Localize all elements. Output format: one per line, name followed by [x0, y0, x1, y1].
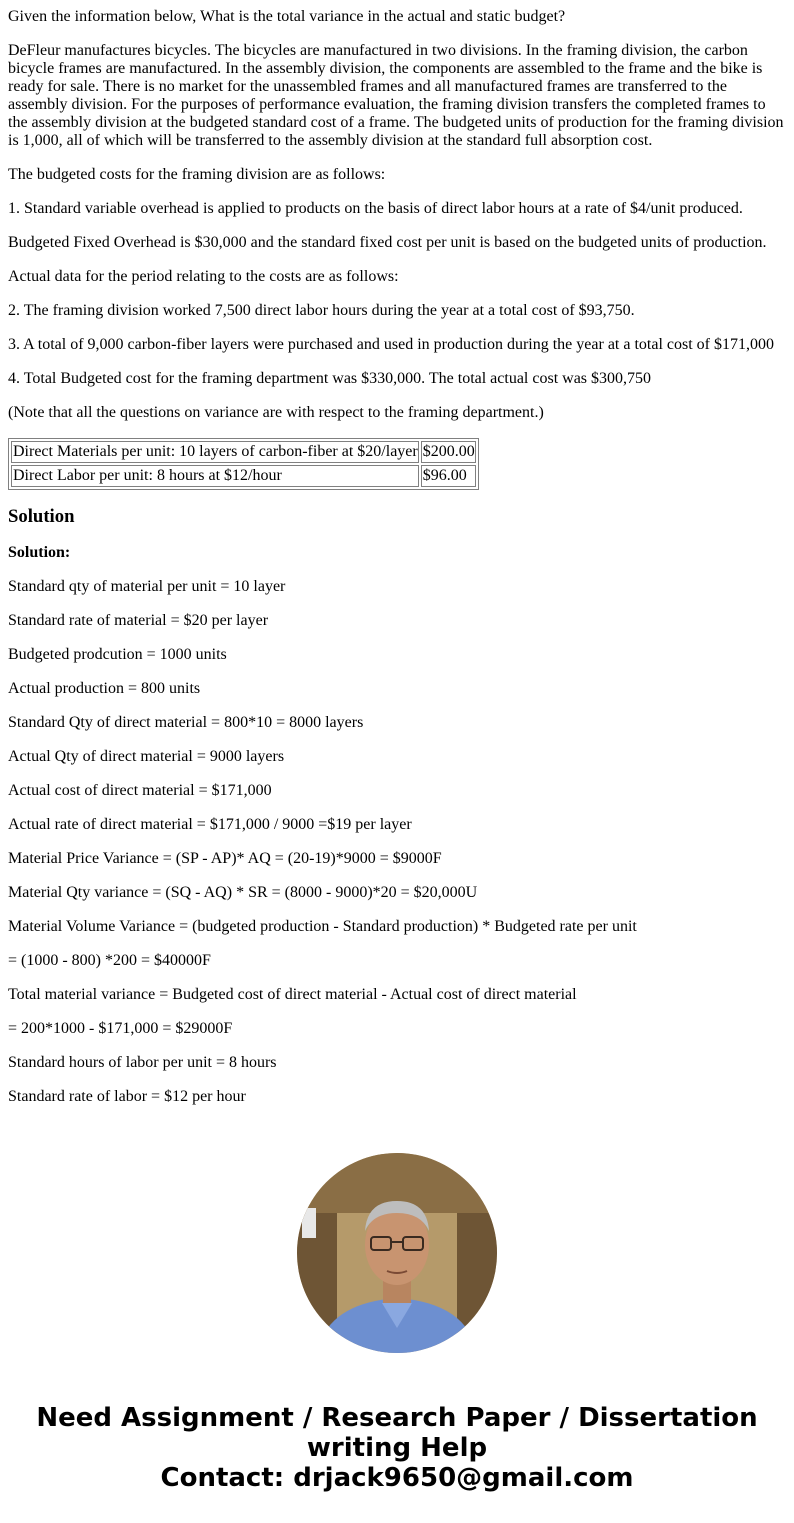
question-paragraph: 1. Standard variable overhead is applied to products on the basis of direct labor hours at a rate of $4/unit produced. — [8, 200, 743, 217]
solution-line: Standard Qty of direct material = 800*10 = 8000 layers — [8, 714, 364, 731]
question-paragraph: Budgeted Fixed Overhead is $30,000 and the standard fixed cost per unit is based on the budgeted units of production. — [8, 234, 767, 251]
banner-line: Need Assignment / Research Paper / Dissertation — [36, 1403, 758, 1433]
table-cell-label: Direct Labor per unit: 8 hours at $12/hour — [11, 465, 419, 487]
table-cell-value: $200.00 — [421, 441, 476, 463]
solution-subheading-text: Solution: — [8, 544, 71, 561]
solution-subheading — [8, 544, 786, 562]
question-title: Given the information below, What is the total variance in the actual and static budget? — [8, 8, 566, 25]
question-paragraph: Actual data for the period relating to the costs are as follows: — [8, 268, 399, 285]
question-paragraph: (Note that all the questions on variance are with respect to the framing department.) — [8, 404, 544, 421]
solution-line: Actual production = 800 units — [8, 680, 201, 697]
question-paragraph: DeFleur manufactures bicycles. The bicycles are manufactured in two divisions. In the framing division, the carbon bicycle frames are manufactured. In the assembly division, the components are assembled to the frame and the bike is ready for sale. There is no market for the unassembled frames and all manufactured frames are transferred to the assembly division. For the purposes of performance evaluation, the framing division transfers the completed frames to the assembly division at the budgeted standard cost of a frame. The budgeted units of production for the framing division is 1,000, all of which will be transferred to the assembly division at the standard full absorption cost. — [8, 42, 784, 149]
solution-line: Standard rate of labor = $12 per hour — [8, 1088, 246, 1105]
author-portrait-icon — [297, 1153, 497, 1353]
solution-line: Material Volume Variance = (budgeted production - Standard production) * Budgeted rate per unit — [8, 918, 637, 935]
solution-line: Standard rate of material = $20 per layer — [8, 612, 269, 629]
document-content — [8, 0, 786, 1122]
solution-line: Actual rate of direct material = $171,000 / 9000 =$19 per layer — [8, 816, 412, 833]
standard-cost-table — [8, 438, 479, 490]
question-paragraph: 4. Total Budgeted cost for the framing department was $330,000. The total actual cost was $300,750 — [8, 370, 652, 387]
question-paragraph: 3. A total of 9,000 carbon-fiber layers were purchased and used in production during the year at a total cost of $171,000 — [8, 336, 774, 353]
solution-line: Standard hours of labor per unit = 8 hours — [8, 1054, 277, 1071]
solution-line: Standard qty of material per unit = 10 layer — [8, 578, 286, 595]
solution-line: = (1000 - 800) *200 = $40000F — [8, 952, 211, 969]
contact-email: Contact: drjack9650@gmail.com — [160, 1463, 634, 1493]
solution-line: Actual cost of direct material = $171,000 — [8, 782, 272, 799]
solution-line: Material Qty variance = (SQ - AQ) * SR = (8000 - 9000)*20 = $20,000U — [8, 884, 478, 901]
solution-line: Actual Qty of direct material = 9000 layers — [8, 748, 285, 765]
question-paragraph: The budgeted costs for the framing division are as follows: — [8, 166, 386, 183]
contact-banner — [0, 1403, 794, 1493]
table-cell-label: Direct Materials per unit: 10 layers of carbon-fiber at $20/layer — [11, 441, 419, 463]
solution-line: = 200*1000 - $171,000 = $29000F — [8, 1020, 233, 1037]
table-row — [11, 465, 476, 487]
solution-heading: Solution — [8, 506, 75, 527]
question-paragraph: 2. The framing division worked 7,500 direct labor hours during the year at a total cost of $93,750. — [8, 302, 635, 319]
table-row — [11, 441, 476, 463]
banner-line: writing Help — [306, 1433, 488, 1463]
solution-line: Material Price Variance = (SP - AP)* AQ = (20-19)*9000 = $9000F — [8, 850, 442, 867]
author-avatar — [297, 1153, 497, 1353]
solution-line: Budgeted prodcution = 1000 units — [8, 646, 227, 663]
solution-line: Total material variance = Budgeted cost of direct material - Actual cost of direct material — [8, 986, 577, 1003]
table-cell-value: $96.00 — [421, 465, 476, 487]
